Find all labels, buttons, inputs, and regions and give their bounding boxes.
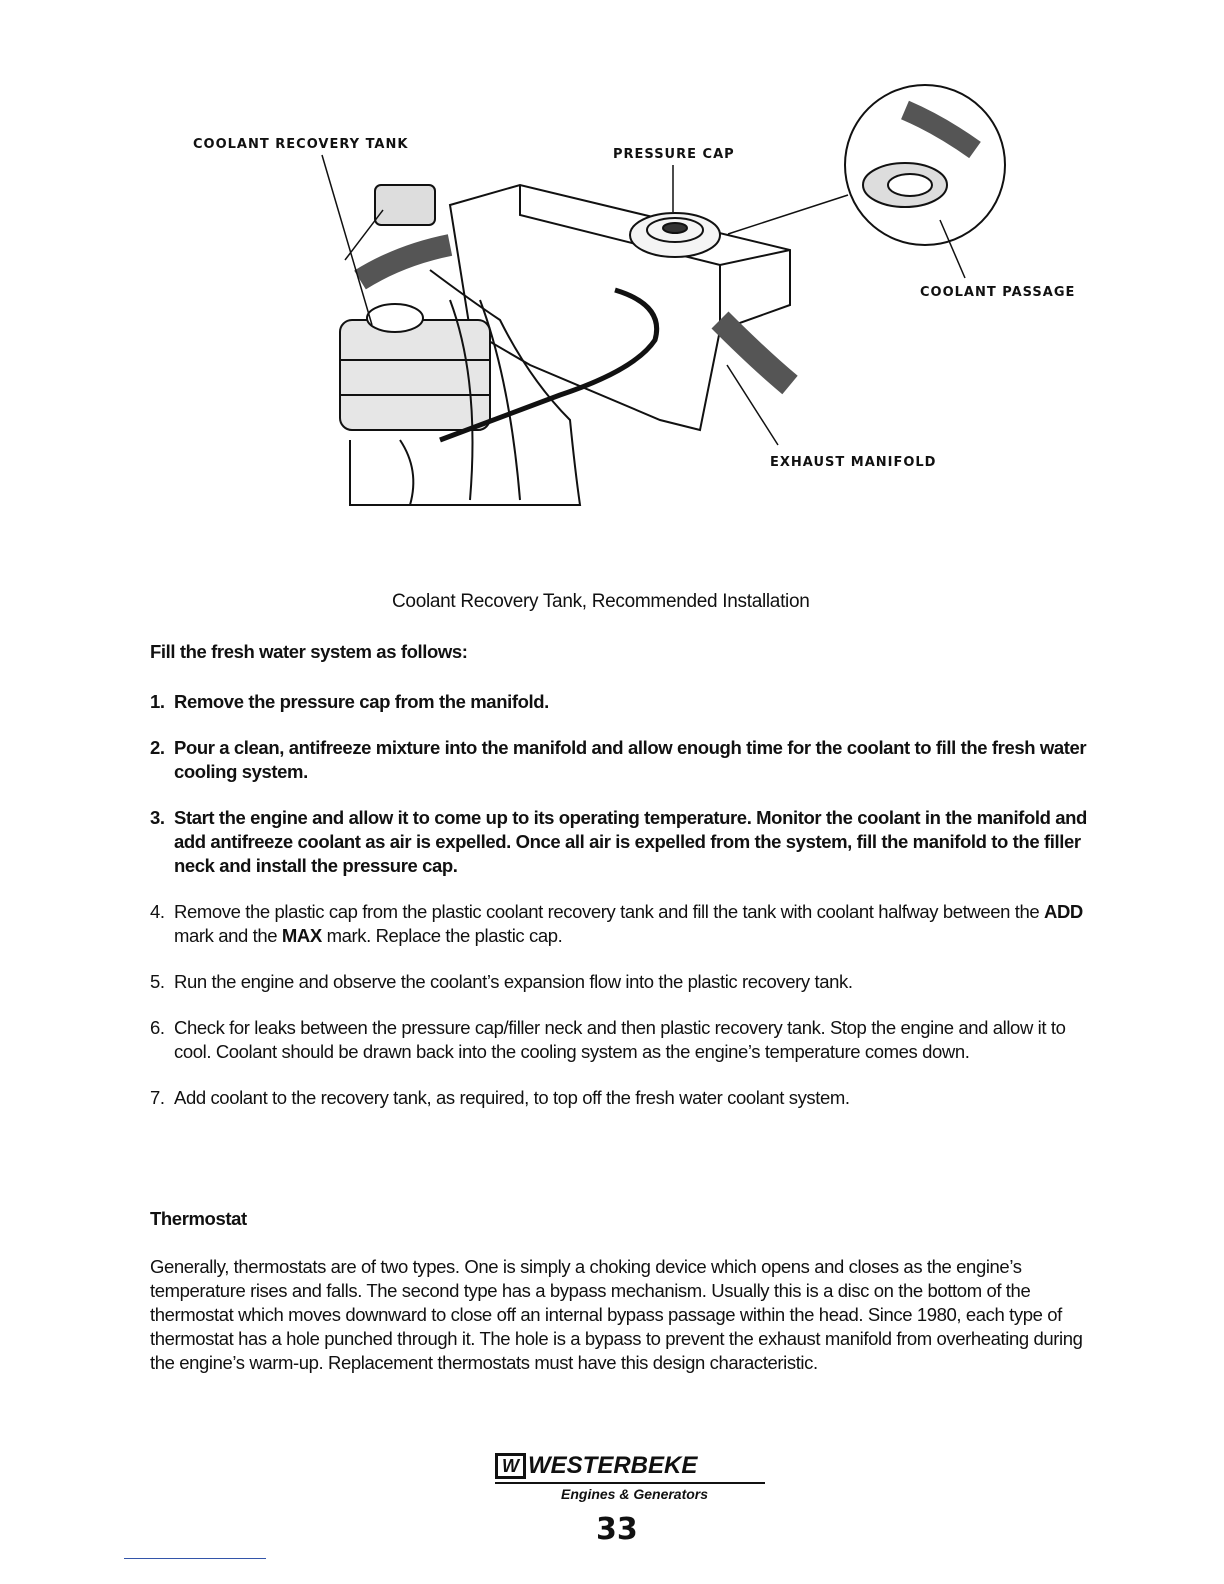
brand-name: WESTERBEKE [528, 1452, 698, 1479]
footer-rule [124, 1558, 266, 1559]
step-number: 2. [150, 737, 165, 758]
intro-text: Fill the fresh water system as follows: [150, 641, 468, 662]
label-pressure-cap: PRESSURE CAP [613, 147, 735, 162]
step-text: Remove the plastic cap from the plastic coolant recovery tank and fill the tank with coolant halfway between the [174, 901, 1045, 922]
step-text: Start the engine and allow it to come up to its operating temperature. Monitor the coolant in the manifold and add antifreeze coolant as air is expelled. Once all air is expelled from the system, fill the manifold to the filler neck and install the pressure cap. [174, 807, 1087, 876]
engine-illustration [0, 0, 1224, 560]
engine-figure [0, 0, 1224, 560]
label-coolant-recovery-tank: COOLANT RECOVERY TANK [193, 137, 409, 152]
thermostat-heading: Thermostat [150, 1208, 247, 1229]
list-item [150, 1086, 1090, 1110]
hose-right [720, 320, 790, 385]
figure-caption: Coolant Recovery Tank, Recommended Installation [392, 591, 810, 612]
list-item: 4. Remove the plastic cap from the plastic coolant recovery tank and fill the tank with coolant halfway between the ADD mark and the MAX mark. Replace the plastic cap. [150, 901, 1083, 946]
step-text: Pour a clean, antifreeze mixture into the manifold and allow enough time for the coolant to fill the fresh water cooling system. [174, 737, 1087, 782]
list-item [150, 1016, 1090, 1064]
step-number: 1. [150, 691, 165, 712]
step-number: 4. [150, 901, 165, 922]
westerbeke-logo [495, 1452, 765, 1502]
add-mark: ADD [1044, 901, 1083, 922]
brand-tagline: Engines & Generators [561, 1486, 709, 1502]
step-number: 6. [150, 1017, 165, 1038]
step-number: 5. [150, 971, 165, 992]
steps-list [150, 690, 1090, 1132]
label-coolant-passage: COOLANT PASSAGE [920, 285, 1076, 300]
pressure-cap-shape [630, 213, 720, 257]
logo-mark: W [495, 1453, 526, 1479]
step-text: Check for leaks between the pressure cap/filler neck and then plastic recovery tank. Stop the engine and allow it to cool. Coolant should be drawn back into the cooling system as the engine’s temperature comes down. [174, 1017, 1066, 1062]
label-exhaust-manifold: EXHAUST MANIFOLD [770, 455, 937, 470]
list-item [150, 970, 1090, 994]
step-text: Add coolant to the recovery tank, as required, to top off the fresh water coolant system. [174, 1087, 850, 1108]
max-mark: MAX [281, 925, 322, 946]
step-number: 3. [150, 807, 165, 828]
manifold-block [450, 185, 790, 430]
step-text: Remove the pressure cap from the manifold. [174, 691, 549, 712]
list-item [150, 806, 1090, 878]
page-number: 33 [596, 1512, 638, 1547]
list-item [150, 736, 1090, 784]
step-number: 7. [150, 1087, 165, 1108]
step-text: Run the engine and observe the coolant’s expansion flow into the plastic recovery tank. [174, 971, 853, 992]
list-item [150, 690, 1090, 714]
thermostat-paragraph: Generally, thermostats are of two types. One is simply a choking device which opens and closes as the engine’s temperature rises and falls. The second type has a bypass mechanism. Usually this is a disc on the bottom of the thermostat which moves downward to close off an internal bypass passage within the head. Since 1980, each type of thermostat has a hole punched through it. The hole is a bypass to prevent the exhaust manifold from overheating during the engine’s warm-up. Replacement thermostats must have this design characteristic. [150, 1256, 1083, 1373]
